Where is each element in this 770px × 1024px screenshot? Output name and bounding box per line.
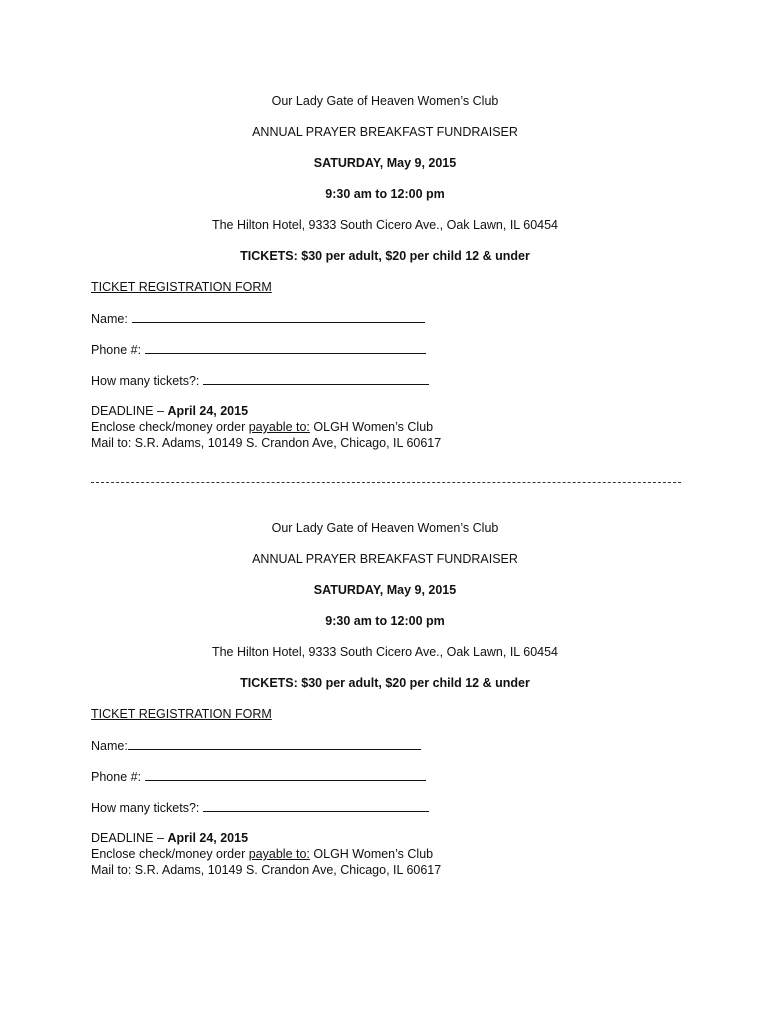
payee-text: OLGH Women’s Club bbox=[313, 847, 434, 861]
name-field[interactable] bbox=[128, 737, 421, 750]
enclose-text: Enclose check/money order bbox=[91, 847, 246, 861]
event-time: 9:30 am to 12:00 pm bbox=[325, 614, 445, 628]
ticket-prices: TICKETS: $30 per adult, $20 per child 12 & under bbox=[240, 676, 530, 690]
tickets-label: How many tickets?: bbox=[91, 801, 200, 815]
tickets-row bbox=[91, 372, 429, 389]
phone-row bbox=[91, 341, 426, 358]
event-date: SATURDAY, May 9, 2015 bbox=[313, 156, 457, 170]
form-title: TICKET REGISTRATION FORM bbox=[91, 280, 272, 294]
payable-to-text: payable to: bbox=[248, 420, 310, 434]
payee-text: OLGH Women’s Club bbox=[313, 420, 434, 434]
phone-field[interactable] bbox=[145, 768, 426, 781]
mail-to-line: Mail to: S.R. Adams, 10149 S. Crandon Ave, Chicago, IL 60617 bbox=[91, 863, 442, 877]
event-title: ANNUAL PRAYER BREAKFAST FUNDRAISER bbox=[252, 552, 518, 566]
club-name: Our Lady Gate of Heaven Women’s Club bbox=[271, 94, 499, 108]
deadline-date: April 24, 2015 bbox=[167, 831, 249, 845]
deadline-date: April 24, 2015 bbox=[167, 404, 249, 418]
tickets-field[interactable] bbox=[203, 799, 429, 812]
event-venue: The Hilton Hotel, 9333 South Cicero Ave., Oak Lawn, IL 60454 bbox=[211, 218, 559, 232]
tickets-field[interactable] bbox=[203, 372, 429, 385]
name-row bbox=[91, 737, 421, 754]
phone-label: Phone #: bbox=[91, 343, 142, 357]
name-field[interactable] bbox=[132, 310, 425, 323]
deadline-line bbox=[91, 403, 248, 419]
event-date: SATURDAY, May 9, 2015 bbox=[313, 583, 457, 597]
enclose-text: Enclose check/money order bbox=[91, 420, 246, 434]
name-label: Name: bbox=[91, 312, 128, 326]
event-venue: The Hilton Hotel, 9333 South Cicero Ave., Oak Lawn, IL 60454 bbox=[211, 645, 559, 659]
phone-row bbox=[91, 768, 426, 785]
deadline-label: DEADLINE – bbox=[91, 404, 164, 418]
event-title: ANNUAL PRAYER BREAKFAST FUNDRAISER bbox=[252, 125, 518, 139]
payable-to-text: payable to: bbox=[248, 847, 310, 861]
name-row bbox=[91, 310, 425, 327]
ticket-prices: TICKETS: $30 per adult, $20 per child 12 & under bbox=[240, 249, 530, 263]
enclose-line bbox=[91, 419, 433, 435]
deadline-line bbox=[91, 830, 248, 846]
tickets-label: How many tickets?: bbox=[91, 374, 200, 388]
deadline-label: DEADLINE – bbox=[91, 831, 164, 845]
name-label: Name: bbox=[91, 739, 128, 753]
enclose-line bbox=[91, 846, 433, 862]
dashed-cut-line bbox=[91, 482, 681, 483]
form-title: TICKET REGISTRATION FORM bbox=[91, 707, 272, 721]
phone-field[interactable] bbox=[145, 341, 426, 354]
tickets-row bbox=[91, 799, 429, 816]
phone-label: Phone #: bbox=[91, 770, 142, 784]
club-name: Our Lady Gate of Heaven Women’s Club bbox=[271, 521, 499, 535]
event-time: 9:30 am to 12:00 pm bbox=[325, 187, 445, 201]
mail-to-line: Mail to: S.R. Adams, 10149 S. Crandon Ave, Chicago, IL 60617 bbox=[91, 436, 442, 450]
